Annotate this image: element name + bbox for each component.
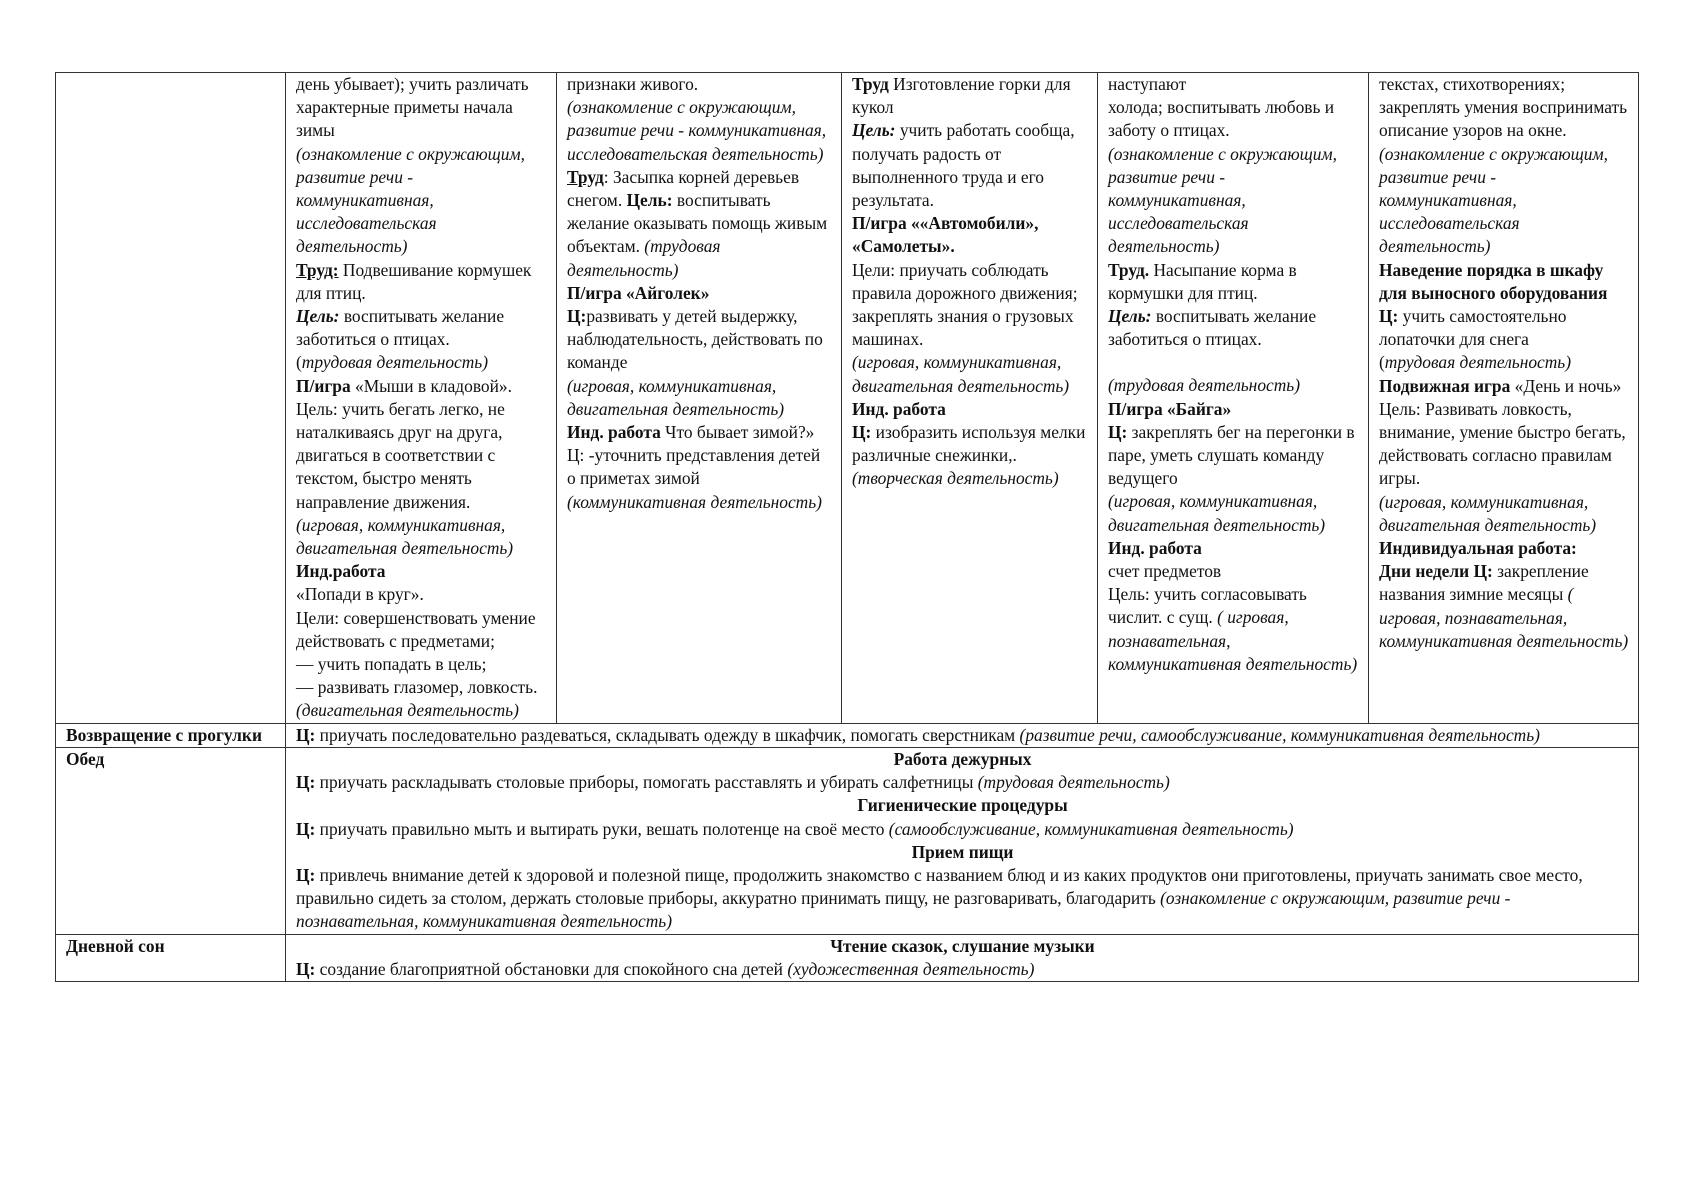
sleep-n: (художественная деятельность) <box>787 958 1035 979</box>
c3-l8: Инд. работа <box>852 398 946 419</box>
lunch-label: Обед <box>56 747 286 934</box>
c4-l7: воспитывать желание заботиться о птицах. <box>1108 306 1317 350</box>
c3-l6: Цели: приучать соблюдать правила дорожного движения; закреплять знания о грузовых машинах. <box>852 259 1078 350</box>
c4-l5: Насыпание корма в кормушки для птиц. <box>1108 259 1297 303</box>
c3-l9: Ц: <box>852 422 872 443</box>
c5-l14: закрепление названия зимние месяцы <box>1379 561 1589 605</box>
c1-l15: Цели: совершенствовать умение действовать с предметами; <box>296 607 536 651</box>
lunch-n3: (ознакомление с окружающим, развитие речи - познавательная, коммуникативная деятельность) <box>296 888 1511 932</box>
c4-l2: холода; воспитывать любовь и заботу о птицах. <box>1108 97 1335 141</box>
c2-l12: Инд. работа <box>567 422 661 443</box>
c5-l10: Цель: Развивать ловкость, внимание, умение быстро бегать, действовать согласно правилам игры. <box>1379 398 1626 489</box>
walk-col2 <box>557 73 842 724</box>
c2-l7: (трудовая деятельность) <box>567 236 721 280</box>
lunch-n1: (трудовая деятельность) <box>977 772 1170 793</box>
return-content <box>286 723 1639 747</box>
c2-l8: П/игра «Айголек» <box>567 282 710 303</box>
return-row <box>56 723 1639 747</box>
c5-l12: Индивидуальная работа: <box>1379 538 1577 559</box>
c1-l14: «Попади в круг». <box>296 584 424 605</box>
c5-l8: Подвижная игра <box>1379 375 1511 396</box>
c1-l4: Подвешивание кормушек для птиц. <box>296 259 532 303</box>
c4-l8: (трудовая деятельность) <box>1108 375 1300 396</box>
c2-l14: (коммуникативная деятельность) <box>567 491 822 512</box>
walk-col3 <box>842 73 1098 724</box>
c4-l13: Инд. работа <box>1108 537 1202 558</box>
lunch-c1: Ц: <box>296 772 316 793</box>
c1-l17: — развивать глазомер, ловкость. <box>296 677 538 698</box>
c5-l15: ( игровая, познавательная, коммуникативная деятельность) <box>1379 584 1629 651</box>
walk-col4 <box>1098 73 1369 724</box>
c5-l3: Наведение порядка в шкафу для выносного оборудования <box>1379 259 1608 303</box>
c5-l4: Ц: <box>1379 306 1399 327</box>
c3-l10: изобразить используя мелки различные снежинки,. <box>852 422 1086 466</box>
c2-l9: Ц: <box>567 306 587 327</box>
lunch-n2: (самообслуживание, коммуникативная деятельность) <box>888 818 1294 839</box>
walk-label-cell <box>56 73 286 724</box>
c2-l11: (игровая, коммуникативная, двигательная деятельность) <box>567 375 785 419</box>
sleep-p <box>296 958 1629 981</box>
plan-table <box>55 72 1639 982</box>
lunch-p2 <box>296 818 1629 841</box>
sleep-c: Ц: <box>296 958 316 979</box>
c3-l4: учить работать сообща, получать радость от выполненного труда и его результата. <box>852 120 1075 211</box>
c2-l13: Что бывает зимой?» Ц: -уточнить представления детей о приметах зимой <box>567 422 821 489</box>
c1-l3: Труд: <box>296 259 339 280</box>
lunch-t3: привлечь внимание детей к здоровой и полезной пище, продолжить знакомство с названием блюд и из каких продуктов они приготовлены, приучать занимать свое место, правильно сидеть за столом, держать столовые приборы, аккуратно принимать пищу, не разговаривать, благодарить <box>296 864 1583 909</box>
c5-l9: «День и ночь» <box>1510 375 1622 396</box>
walk-col5 <box>1369 73 1639 724</box>
lunch-h1: Работа дежурных <box>893 748 1032 769</box>
c4-l10: Ц: <box>1108 421 1128 442</box>
c4-l9: П/игра «Байга» <box>1108 398 1232 419</box>
c1-l13: Инд.работа <box>296 561 386 582</box>
c2-l1: признаки живого. <box>567 74 699 94</box>
c1-l6: воспитывать желание заботиться о птицах. <box>296 306 505 350</box>
c1-l18: (двигательная деятельность) <box>296 700 519 721</box>
c4-l6: Цель: <box>1108 306 1152 327</box>
return-text: приучать последовательно раздеваться, складывать одежду в шкафчик, помогать сверстникам <box>315 724 1020 745</box>
c4-l3: (ознакомление с окружающим, развитие речи - коммуникативная, исследовательская деятельность) <box>1108 143 1337 257</box>
c3-l11: (творческая деятельность) <box>852 468 1059 489</box>
c5-l1: текстах, стихотворениях; закреплять умения воспринимать описание узоров на окне. <box>1379 74 1628 141</box>
lunch-row <box>56 747 1639 934</box>
c3-l5: П/игра ««Автомобили», «Самолеты». <box>852 213 1039 257</box>
c5-l11: (игровая, коммуникативная, двигательная деятельность) <box>1379 491 1597 535</box>
c5-l2: (ознакомление с окружающим, развитие речи - коммуникативная, исследовательская деятельность) <box>1379 143 1608 257</box>
walk-col1 <box>286 73 557 724</box>
c1-l12: (игровая, коммуникативная, двигательная деятельность) <box>296 514 514 559</box>
lunch-p3 <box>296 864 1629 934</box>
c4-l4: Труд. <box>1108 259 1150 280</box>
lunch-content <box>286 747 1639 934</box>
sleep-content <box>286 934 1639 981</box>
c2-l3: Труд <box>567 166 604 187</box>
c1-l10: «Мыши в кладовой». <box>350 375 512 396</box>
c2-l4: : Засыпка корней деревьев снегом. <box>567 166 800 211</box>
lunch-h2: Гигиенические процедуры <box>857 795 1068 816</box>
c2-l5: Цель: <box>626 190 673 211</box>
c3-l2: Изготовление горки для кукол <box>852 74 1071 118</box>
lunch-p1 <box>296 771 1629 794</box>
lunch-h3: Прием пищи <box>911 841 1014 862</box>
walk-row <box>56 73 1639 724</box>
c4-l1: наступают <box>1108 74 1187 94</box>
plan-document <box>55 72 1638 982</box>
return-note: (развитие речи, самообслуживание, коммуникативная деятельность) <box>1019 724 1540 745</box>
c1-l9: П/игра <box>296 375 351 396</box>
c5-l13: Дни недели Ц: <box>1379 561 1493 582</box>
c5-l7: трудовая деятельность) <box>1384 352 1571 373</box>
c1-l1: день убывает); учить различать характерные приметы начала зимы <box>296 74 529 141</box>
sleep-row <box>56 934 1639 981</box>
c4-gap <box>1108 351 1359 374</box>
c5-l6: ( <box>1379 352 1385 373</box>
c3-l7: (игровая, коммуникативная, двигательная деятельность) <box>852 352 1070 396</box>
c4-l16: ( игровая, познавательная, коммуникативная деятельность) <box>1108 607 1358 674</box>
c1-l7: ( <box>296 352 302 373</box>
c1-l16: — учить попадать в цель; <box>296 654 487 675</box>
sleep-label: Дневной сон <box>56 934 286 981</box>
c2-l6: воспитывать желание оказывать помощь живым объектам. <box>567 190 828 257</box>
lunch-c3: Ц: <box>296 864 316 885</box>
c1-l8: трудовая деятельность) <box>301 352 488 373</box>
c1-l11: Цель: учить бегать легко, не наталкиваясь друг на друга, двигаться в соответствии с текстом, быстро менять направление движения. <box>296 398 505 512</box>
return-c: Ц: <box>296 724 316 745</box>
c3-l1: Труд <box>852 74 889 94</box>
c2-l2: (ознакомление с окружающим, развитие речи - коммуникативная, исследовательская деятельность) <box>567 97 827 164</box>
c4-l14: счет предметов <box>1108 561 1222 582</box>
c4-l11: закреплять бег на перегонки в паре, уметь слушать команду ведущего <box>1108 421 1355 489</box>
lunch-c2: Ц: <box>296 818 316 839</box>
lunch-t2: приучать правильно мыть и вытирать руки, вешать полотенце на своё место <box>315 818 889 839</box>
return-label: Возвращение с прогулки <box>56 723 286 747</box>
c5-l5: учить самостоятельно лопаточки для снега <box>1379 306 1567 350</box>
sleep-h: Чтение сказок, слушание музыки <box>830 935 1095 956</box>
lunch-t1: приучать раскладывать столовые приборы, помогать расставлять и убирать салфетницы <box>315 772 978 793</box>
c1-l5: Цель: <box>296 306 340 327</box>
c1-l2: (ознакомление с окружающим, развитие речи - коммуникативная, исследовательская деятельность) <box>296 143 525 257</box>
sleep-t: создание благоприятной обстановки для спокойного сна детей <box>315 958 788 979</box>
c2-l10: развивать у детей выдержку, наблюдательность, действовать по команде <box>567 306 823 373</box>
c4-l15: Цель: учить согласовывать числит. с сущ. <box>1108 584 1307 628</box>
c3-l3: Цель: <box>852 120 896 141</box>
c4-l12: (игровая, коммуникативная, двигательная деятельность) <box>1108 491 1326 535</box>
